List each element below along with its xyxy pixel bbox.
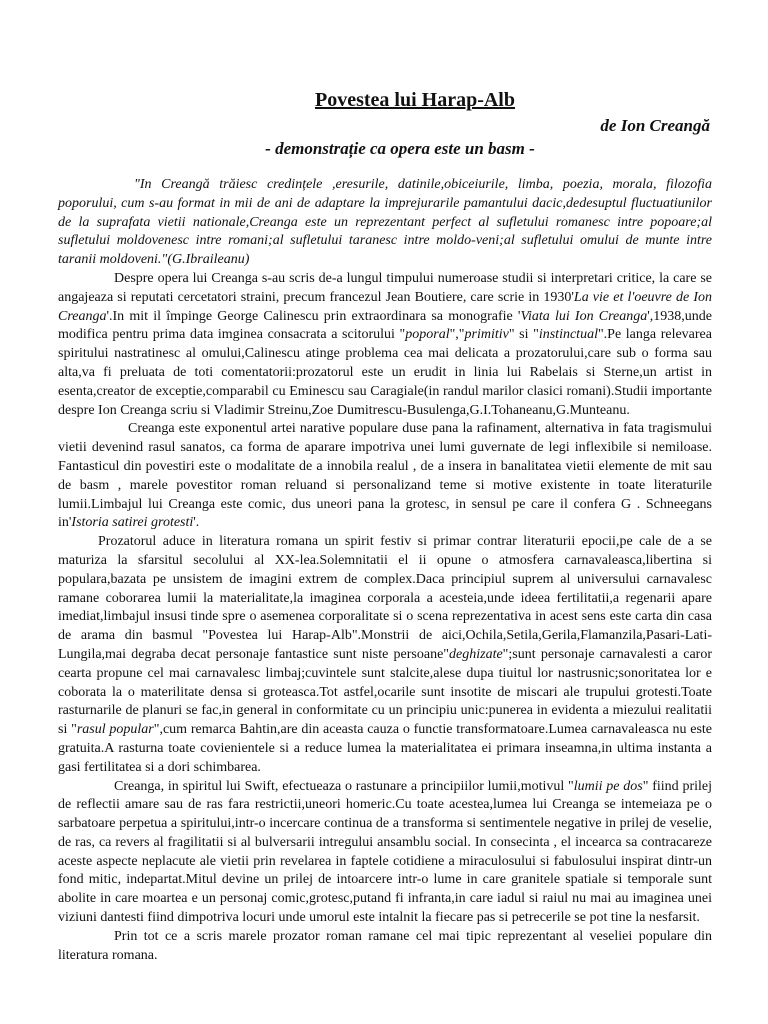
- emphasis: lumii pe dos: [573, 778, 643, 794]
- document-title: Povestea lui Harap-Alb: [315, 89, 515, 111]
- paragraph-2: [58, 420, 712, 533]
- text-span: " fiind prilej de reflectii amare sau de ras fara restrictii,uneori homeric.Cu toate acestea,lumea lui Creanga se intemeiaza pe o sarbatoare perpetua a spiritului,intr-o incercare continua de a transforma si sentimentele negative in prilej de veselie, de ras, ca revers al fragilitatii si al bulversarii intregului ansamblu social. In consecinta , el incearca sa contracareze aceste aspecte neplacute ale vietii prin revelarea in faptele cotidiene a miraculosului si fabulosului inspirat dintr-un fond mitic, indepartat.Mitul devine un prilej de intoarcere intr-o lume in care granitele spatiale si temporale sunt abolite in care moartea e un personaj comic,grotesc,putand fi infranta,in care iadul si raiul nu mai au imaginea unei viziuni dantesti fiind dimpotriva locuri unde umorul este intalnit la fiecare pas si petrecerile se pot tine la nesfarsit.: [58, 778, 713, 926]
- document-subtitle: - demonstrație ca opera este un basm -: [265, 139, 535, 158]
- book-title: Viata lui Ion Creanga: [520, 308, 648, 324]
- text-span: ",": [449, 327, 465, 343]
- document-body: [58, 176, 712, 965]
- text-span: '.: [193, 515, 200, 531]
- text-span: ',1938,unde modifica pentru prima data imginea consacrata a scitorului ": [58, 308, 713, 343]
- text-span: Creanga, in spiritul lui Swift, efectueaza o rastunare a principiilor lumii,motivul ": [114, 778, 574, 794]
- text-span: Creanga este exponentul artei narative populare duse pana la rafinament, alternativa in fata tragismului vietii devenind rasul sanatos, ca forma de aparare impotriva unei lumi guvernate de legi inflexibile si nemiloase. Fantasticul din povestiri este o modalitate de a innobila realul , de a insera in banalitatea vietii elemente de mit sau de basm , marele povestitor roman reluand si personalizand teme si motive existente in toate literaturile lumii.Limbajul lui Creanga este comic, dus uneori pana la grotesc, in sensul pe care il confera G . Schneegans in': [58, 421, 712, 531]
- emphasis: rasul popular: [76, 722, 154, 738]
- emphasis: primitiv: [464, 327, 509, 343]
- epigraph-quote: "In Creangă trăiesc credințele ,eresurile, datinile,obiceiurile, limba, poezia, morala, filozofia poporului, cum s-au format in mii de ani de adaptare la imprejurarile pamantului dacic,dedesuptul fluctuatiunilor de la suprafata vietii nationale,Creanga este un reprezentant perfect al sufletului romanesc intre popoare;al sufletului moldovenesc intre romani;al sufletului taranesc intre moldo-veni;al sufletului omului de munte intre taranii moldoveni."(G.Ibraileanu): [58, 177, 712, 268]
- paragraph-4: [58, 778, 712, 928]
- text-span: '.In mit il împinge George Calinescu prin extraordinara sa monografie ': [106, 308, 521, 324]
- text-span: ",cum remarca Bahtin,are din aceasta cauza o functie transformatoare.Lumea carnavaleasca nu este gratuita.A rasturna toate covienientele si a reduce lumea la materialitatea ei primara inseamna,in ultima instanta a gasi fertilitatea si a dori schimbarea.: [58, 722, 713, 775]
- text-span: Prozatorul aduce in literatura romana un spirit festiv si primar contrar literaturii epocii,pe cale de a se maturiza la sfarsitul secolului al XX-lea.Solemnitatii el ii opune o atmosfera carnavaleasca,libertina si populara,bazata pe unsistem de imagini extrem de complex.Daca principiul suprem al universului carnavalesc ramane coborarea lumii la materialitate,la imaginea corporala a acesteia,unde ideea fertilitatii,a regenarii apare imediat,limbajul insusi tinde spre o asemenea corporalitate si o scena reprezentativa in acest sens este carta din casa de arama din basmul "Povestea lui Harap-Alb".Monstrii de aici,Ochila,Setila,Gerila,Flamanzila,Pasari-Lati-Lungila,mai degraba decat personaje fantastice sunt niste persoane": [58, 534, 712, 662]
- emphasis: poporal: [405, 327, 450, 343]
- paragraph-1: [58, 270, 712, 420]
- text-span: " si ": [508, 327, 539, 343]
- emphasis: instinctual: [538, 327, 598, 343]
- text-span: Despre opera lui Creanga s-au scris de-a lungul timpului numeroase studii si interpretari critice, la care se angajeaza si reputati cercetatori straini, precum francezul Jean Boutiere, care scrie in 1930': [58, 270, 712, 305]
- book-title: Istoria satirei grotesti: [71, 515, 194, 531]
- emphasis: deghizate: [449, 646, 503, 662]
- text-span: ".Pe langa relevarea spiritului nastratinesc al omului,Calinescu atinge problema cea mai delicata a prozatorului,care sub o forma sau alta,va fi preluata de toti comentatorii:prozatorul este un erudit in linia lui Rabelais si Sterne,un artist in esenta,creator de exceptie,comparabil cu Eminescu sau Caragiale(in randul marilor clasici romani).Studii importante despre Ion Creanga scriu si Vladimir Streinu,Zoe Dumitrescu-Busulenga,G.I.Tohaneanu,G.Munteanu.: [58, 327, 712, 418]
- book-title: La vie et l'oeuvre de Ion Creanga: [58, 289, 712, 324]
- text-span: ";sunt personaje carnavalesti a caror cearta propune cel mai carnavalesc limbaj;cuvintele sunt stalcite,alese dupa tiuitul lor nastrusnic;sonoritatea lor e coborata la o materilitate densa si groteasca.Tot astfel,ocarile sunt insotite de miscari ale trupului grotesti.Toate rasturnarile de planuri se fac,in general in conformitate cu un principiu unic:punerea in evidenta a miezului realitatii si ": [58, 646, 712, 738]
- paragraph-5: Prin tot ce a scris marele prozator roman ramane cel mai tipic reprezentant al veseliei populare din literatura romana.: [58, 928, 712, 963]
- paragraph-3: [58, 533, 712, 777]
- document-author: de Ion Creangă: [600, 116, 710, 135]
